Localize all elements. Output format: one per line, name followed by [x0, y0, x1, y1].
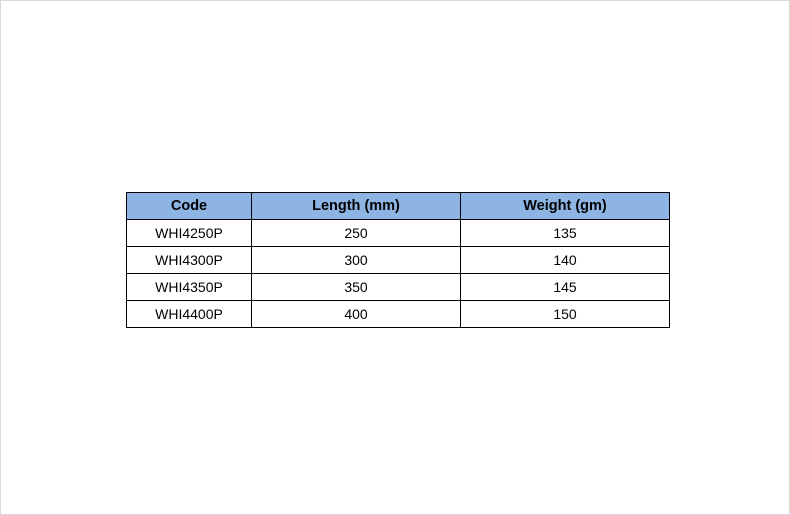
- cell-length: 400: [252, 301, 461, 328]
- table-row: [127, 274, 670, 301]
- cell-weight: 150: [461, 301, 670, 328]
- cell-code: WHI4350P: [127, 274, 252, 301]
- cell-code: WHI4250P: [127, 220, 252, 247]
- product-specification-table: [126, 192, 670, 328]
- cell-code: WHI4300P: [127, 247, 252, 274]
- column-header-length: Length (mm): [252, 193, 461, 220]
- table-header-row: [127, 193, 670, 220]
- cell-weight: 140: [461, 247, 670, 274]
- cell-weight: 145: [461, 274, 670, 301]
- table-header: [127, 193, 670, 220]
- cell-weight: 135: [461, 220, 670, 247]
- column-header-code: Code: [127, 193, 252, 220]
- table-body: [127, 220, 670, 328]
- cell-code: WHI4400P: [127, 301, 252, 328]
- cell-length: 300: [252, 247, 461, 274]
- column-header-weight: Weight (gm): [461, 193, 670, 220]
- table-row: [127, 301, 670, 328]
- cell-length: 350: [252, 274, 461, 301]
- cell-length: 250: [252, 220, 461, 247]
- table-row: [127, 247, 670, 274]
- table-row: [127, 220, 670, 247]
